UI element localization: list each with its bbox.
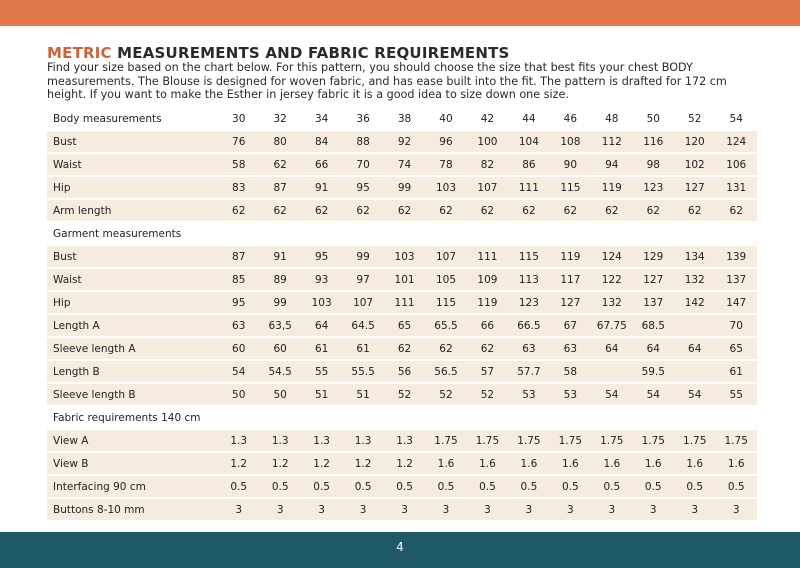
fabric-requirement-row-cell: 3 xyxy=(467,499,508,520)
empty-cell xyxy=(384,407,425,428)
garment-measurement-row-cell: 63 xyxy=(550,338,591,359)
garment-measurement-row xyxy=(47,246,757,267)
fabric-requirement-row-cell: 0.5 xyxy=(259,476,300,497)
fabric-requirement-row-label: Buttons 8-10 mm xyxy=(47,499,218,520)
garment-measurement-row-label: Hip xyxy=(47,292,218,313)
body-measurement-row-cell: 100 xyxy=(467,131,508,152)
intro-text: Find your size based on the chart below. For this pattern, you should choose the size that best fits your chest BODY measurements. The Blouse is designed for woven fabric, and has ease built into the fit. The pattern is drafted for 172 cm height. If you want to make the Esther in jersey fabric it is a good idea to size down one size. xyxy=(47,61,727,101)
fabric-requirement-row-cell: 0.5 xyxy=(508,476,549,497)
body-measurement-row xyxy=(47,177,757,198)
garment-measurement-row-cell: 70 xyxy=(715,315,757,336)
garment-measurement-row-cell: 137 xyxy=(715,269,757,290)
body-measurement-row-cell: 90 xyxy=(550,154,591,175)
garment-measurement-row-cell: 137 xyxy=(633,292,674,313)
fabric-section-heading xyxy=(47,407,757,428)
garment-measurement-row-cell: 127 xyxy=(633,269,674,290)
garment-measurement-row-cell: 107 xyxy=(425,246,466,267)
garment-measurement-row-cell xyxy=(674,361,715,382)
garment-measurement-row-label: Length B xyxy=(47,361,218,382)
body-measurement-row-cell: 62 xyxy=(674,200,715,221)
fabric-requirement-row-cell: 0.5 xyxy=(342,476,383,497)
fabric-requirement-row-cell: 0.5 xyxy=(550,476,591,497)
fabric-requirement-row-cell: 0.5 xyxy=(467,476,508,497)
body-measurement-row-label: Hip xyxy=(47,177,218,198)
garment-measurement-row xyxy=(47,315,757,336)
body-measurement-row-cell: 107 xyxy=(467,177,508,198)
garment-measurement-row xyxy=(47,292,757,313)
body-measurement-row xyxy=(47,154,757,175)
garment-measurement-row-cell: 64 xyxy=(301,315,342,336)
fabric-requirement-row-cell: 0.5 xyxy=(218,476,259,497)
fabric-requirement-row-cell: 1.75 xyxy=(467,430,508,451)
garment-measurement-row-cell: 124 xyxy=(591,246,632,267)
size-header-row xyxy=(47,108,757,129)
body-measurement-row-cell: 119 xyxy=(591,177,632,198)
fabric-requirement-row-cell: 1.6 xyxy=(550,453,591,474)
body-measurement-row-cell: 91 xyxy=(301,177,342,198)
fabric-requirement-row xyxy=(47,476,757,497)
empty-cell xyxy=(467,223,508,244)
empty-cell xyxy=(633,407,674,428)
garment-measurement-row-cell: 89 xyxy=(259,269,300,290)
body-measurement-row-cell: 70 xyxy=(342,154,383,175)
garment-measurement-row-cell: 54.5 xyxy=(259,361,300,382)
garment-measurement-row-cell: 99 xyxy=(259,292,300,313)
garment-measurement-row-cell: 95 xyxy=(218,292,259,313)
garment-measurement-row-cell: 85 xyxy=(218,269,259,290)
body-measurement-row-cell: 62 xyxy=(301,200,342,221)
garment-measurement-row-cell: 55.5 xyxy=(342,361,383,382)
fabric-requirement-row-cell: 1.75 xyxy=(633,430,674,451)
fabric-requirement-row-cell: 3 xyxy=(633,499,674,520)
garment-measurement-row-cell: 101 xyxy=(384,269,425,290)
garment-measurement-row-cell xyxy=(674,315,715,336)
garment-measurement-row-label: Sleeve length B xyxy=(47,384,218,405)
fabric-requirement-row-cell: 3 xyxy=(508,499,549,520)
fabric-requirement-row-label: View B xyxy=(47,453,218,474)
garment-measurement-row-cell: 97 xyxy=(342,269,383,290)
title-rest: MEASUREMENTS AND FABRIC REQUIREMENTS xyxy=(111,44,510,62)
body-measurement-row-cell: 124 xyxy=(715,131,757,152)
fabric-requirement-row-cell: 0.5 xyxy=(301,476,342,497)
garment-measurement-row-cell: 64.5 xyxy=(342,315,383,336)
fabric-requirement-row-cell: 1.2 xyxy=(218,453,259,474)
empty-cell xyxy=(715,407,757,428)
fabric-requirement-row-cell: 1.2 xyxy=(259,453,300,474)
garment-measurement-row-cell: 87 xyxy=(218,246,259,267)
empty-cell xyxy=(633,223,674,244)
garment-measurement-row-cell: 68.5 xyxy=(633,315,674,336)
fabric-requirement-row-cell: 1.6 xyxy=(467,453,508,474)
garment-measurement-row-cell: 55 xyxy=(715,384,757,405)
empty-cell xyxy=(591,223,632,244)
body-measurement-row-cell: 94 xyxy=(591,154,632,175)
garment-measurement-row-cell: 58 xyxy=(550,361,591,382)
fabric-requirement-row-cell: 1.2 xyxy=(342,453,383,474)
fabric-requirement-row-cell: 1.6 xyxy=(425,453,466,474)
fabric-requirement-row-cell: 0.5 xyxy=(591,476,632,497)
fabric-requirement-row-cell: 1.3 xyxy=(301,430,342,451)
body-measurement-row-cell: 78 xyxy=(425,154,466,175)
size-header-row-cell: 52 xyxy=(674,108,715,129)
empty-cell xyxy=(384,223,425,244)
garment-measurement-row-label: Length A xyxy=(47,315,218,336)
garment-measurement-row xyxy=(47,338,757,359)
empty-cell xyxy=(425,223,466,244)
size-header-row-cell: 50 xyxy=(633,108,674,129)
garment-measurement-row-cell: 119 xyxy=(467,292,508,313)
garment-measurement-row-cell: 60 xyxy=(218,338,259,359)
garment-measurement-row-cell: 53 xyxy=(550,384,591,405)
garment-measurement-row-cell: 117 xyxy=(550,269,591,290)
garment-measurement-row-label: Sleeve length A xyxy=(47,338,218,359)
garment-measurement-row-cell: 113 xyxy=(508,269,549,290)
empty-cell xyxy=(342,407,383,428)
fabric-requirement-row-cell: 3 xyxy=(384,499,425,520)
garment-measurement-row-cell: 56 xyxy=(384,361,425,382)
garment-measurement-row-cell: 123 xyxy=(508,292,549,313)
garment-measurement-row-cell: 67.75 xyxy=(591,315,632,336)
body-measurement-row-label: Waist xyxy=(47,154,218,175)
fabric-requirement-row-cell: 0.5 xyxy=(674,476,715,497)
body-measurement-row-cell: 96 xyxy=(425,131,466,152)
garment-measurement-row-cell: 62 xyxy=(425,338,466,359)
empty-cell xyxy=(550,223,591,244)
garment-measurement-row-cell: 63,5 xyxy=(259,315,300,336)
body-measurement-row-cell: 95 xyxy=(342,177,383,198)
garment-measurement-row-label: Bust xyxy=(47,246,218,267)
fabric-requirement-row-cell: 1.3 xyxy=(342,430,383,451)
body-measurement-row-cell: 92 xyxy=(384,131,425,152)
fabric-section-heading-label: Fabric requirements 140 cm xyxy=(47,407,218,428)
title-accent: METRIC xyxy=(47,44,112,62)
page-title xyxy=(47,44,510,62)
garment-measurement-row-cell: 127 xyxy=(550,292,591,313)
garment-measurement-row-cell: 91 xyxy=(259,246,300,267)
garment-measurement-row xyxy=(47,384,757,405)
body-measurement-row-label: Bust xyxy=(47,131,218,152)
fabric-requirement-row-cell: 0.5 xyxy=(633,476,674,497)
empty-cell xyxy=(674,223,715,244)
body-measurement-row-cell: 120 xyxy=(674,131,715,152)
empty-cell xyxy=(259,223,300,244)
size-chart-table xyxy=(47,106,757,522)
body-measurement-row-cell: 115 xyxy=(550,177,591,198)
garment-measurement-row xyxy=(47,361,757,382)
empty-cell xyxy=(715,223,757,244)
body-measurement-row-cell: 123 xyxy=(633,177,674,198)
fabric-requirement-row-cell: 0.5 xyxy=(384,476,425,497)
fabric-requirement-row-cell: 1.75 xyxy=(550,430,591,451)
garment-measurement-row-cell: 132 xyxy=(674,269,715,290)
body-measurement-row-cell: 131 xyxy=(715,177,757,198)
fabric-requirement-row-cell: 1.6 xyxy=(715,453,757,474)
empty-cell xyxy=(591,407,632,428)
body-measurement-row-cell: 103 xyxy=(425,177,466,198)
body-measurement-row-cell: 74 xyxy=(384,154,425,175)
size-header-row-cell: 42 xyxy=(467,108,508,129)
empty-cell xyxy=(342,223,383,244)
garment-measurement-row-cell: 99 xyxy=(342,246,383,267)
empty-cell xyxy=(425,407,466,428)
garment-measurement-row-cell: 57 xyxy=(467,361,508,382)
empty-cell xyxy=(674,407,715,428)
size-header-row-cell: 30 xyxy=(218,108,259,129)
garment-measurement-row-cell: 65 xyxy=(715,338,757,359)
body-measurement-row-cell: 99 xyxy=(384,177,425,198)
garment-measurement-row-cell: 65.5 xyxy=(425,315,466,336)
garment-measurement-row-cell: 52 xyxy=(384,384,425,405)
body-measurement-row-cell: 102 xyxy=(674,154,715,175)
fabric-requirement-row-cell: 3 xyxy=(218,499,259,520)
garment-measurement-row-cell: 122 xyxy=(591,269,632,290)
garment-measurement-row-cell: 134 xyxy=(674,246,715,267)
size-header-row-cell: 44 xyxy=(508,108,549,129)
empty-cell xyxy=(508,223,549,244)
garment-measurement-row-cell: 115 xyxy=(508,246,549,267)
body-measurement-row xyxy=(47,131,757,152)
size-header-row-cell: 34 xyxy=(301,108,342,129)
body-measurement-row-cell: 62 xyxy=(591,200,632,221)
garment-measurement-row-cell: 139 xyxy=(715,246,757,267)
page-number: 4 xyxy=(396,540,404,554)
size-header-row-cell: 48 xyxy=(591,108,632,129)
fabric-requirement-row-cell: 1.75 xyxy=(674,430,715,451)
garment-measurement-row-cell: 64 xyxy=(633,338,674,359)
fabric-requirement-row-cell: 3 xyxy=(301,499,342,520)
fabric-requirement-row-cell: 1.6 xyxy=(633,453,674,474)
garment-measurement-row-cell: 50 xyxy=(218,384,259,405)
garment-measurement-row-cell: 95 xyxy=(301,246,342,267)
body-measurement-row-cell: 111 xyxy=(508,177,549,198)
garment-measurement-row-cell: 65 xyxy=(384,315,425,336)
fabric-requirement-row-cell: 1.3 xyxy=(218,430,259,451)
empty-cell xyxy=(301,407,342,428)
fabric-requirement-row-cell: 3 xyxy=(715,499,757,520)
body-measurement-row-cell: 87 xyxy=(259,177,300,198)
garment-measurement-row-cell: 142 xyxy=(674,292,715,313)
fabric-requirement-row-cell: 3 xyxy=(259,499,300,520)
fabric-requirement-row-cell: 1.6 xyxy=(591,453,632,474)
garment-measurement-row-cell: 56.5 xyxy=(425,361,466,382)
garment-measurement-row-cell: 93 xyxy=(301,269,342,290)
body-measurement-row-cell: 62 xyxy=(467,200,508,221)
garment-measurement-row-cell: 63 xyxy=(508,338,549,359)
garment-measurement-row-cell: 55 xyxy=(301,361,342,382)
fabric-requirement-row-cell: 3 xyxy=(342,499,383,520)
garment-measurement-row-cell: 54 xyxy=(218,361,259,382)
fabric-requirement-row-label: Interfacing 90 cm xyxy=(47,476,218,497)
garment-measurement-row-cell: 57.7 xyxy=(508,361,549,382)
garment-measurement-row-cell: 103 xyxy=(384,246,425,267)
body-measurement-row-cell: 127 xyxy=(674,177,715,198)
garment-measurement-row-cell: 53 xyxy=(508,384,549,405)
garment-measurement-row-cell: 63 xyxy=(218,315,259,336)
fabric-requirement-row-cell: 0.5 xyxy=(715,476,757,497)
garment-measurement-row-cell: 111 xyxy=(384,292,425,313)
garment-measurement-row-cell: 66.5 xyxy=(508,315,549,336)
fabric-requirement-row-cell: 1.75 xyxy=(591,430,632,451)
fabric-requirement-row-cell: 3 xyxy=(425,499,466,520)
body-measurement-row-cell: 66 xyxy=(301,154,342,175)
fabric-requirement-row-cell: 1.75 xyxy=(425,430,466,451)
body-measurement-row-label: Arm length xyxy=(47,200,218,221)
body-measurement-row-cell: 106 xyxy=(715,154,757,175)
fabric-requirement-row-cell: 1.3 xyxy=(259,430,300,451)
garment-section-heading xyxy=(47,223,757,244)
size-header-row-cell: 40 xyxy=(425,108,466,129)
body-measurement-row-cell: 62 xyxy=(342,200,383,221)
body-measurement-row-cell: 104 xyxy=(508,131,549,152)
body-measurement-row-cell: 76 xyxy=(218,131,259,152)
body-measurement-row-cell: 86 xyxy=(508,154,549,175)
fabric-requirement-row-cell: 1.75 xyxy=(508,430,549,451)
garment-measurement-row-cell: 66 xyxy=(467,315,508,336)
garment-measurement-row-cell: 51 xyxy=(342,384,383,405)
garment-measurement-row-cell: 64 xyxy=(674,338,715,359)
empty-cell xyxy=(301,223,342,244)
size-header-row-cell: 36 xyxy=(342,108,383,129)
body-measurement-row xyxy=(47,200,757,221)
body-measurement-row-cell: 116 xyxy=(633,131,674,152)
garment-measurement-row-cell: 61 xyxy=(715,361,757,382)
garment-measurement-row-cell: 107 xyxy=(342,292,383,313)
garment-measurement-row-cell: 111 xyxy=(467,246,508,267)
body-measurement-row-cell: 62 xyxy=(715,200,757,221)
fabric-requirement-row xyxy=(47,430,757,451)
fabric-requirement-row-cell: 1.6 xyxy=(674,453,715,474)
garment-measurement-row-cell: 119 xyxy=(550,246,591,267)
body-measurement-row-cell: 84 xyxy=(301,131,342,152)
garment-measurement-row-cell: 115 xyxy=(425,292,466,313)
empty-cell xyxy=(508,407,549,428)
garment-measurement-row-cell: 64 xyxy=(591,338,632,359)
empty-cell xyxy=(218,407,259,428)
fabric-requirement-row-label: View A xyxy=(47,430,218,451)
body-measurement-row-cell: 108 xyxy=(550,131,591,152)
garment-measurement-row-cell: 105 xyxy=(425,269,466,290)
size-header-row-cell: 32 xyxy=(259,108,300,129)
fabric-requirement-row-cell: 1.6 xyxy=(508,453,549,474)
body-measurement-row-cell: 62 xyxy=(259,200,300,221)
garment-measurement-row-cell: 132 xyxy=(591,292,632,313)
body-measurement-row-cell: 58 xyxy=(218,154,259,175)
fabric-requirement-row-cell: 1.2 xyxy=(384,453,425,474)
garment-measurement-row-label: Waist xyxy=(47,269,218,290)
garment-measurement-row-cell: 62 xyxy=(467,338,508,359)
empty-cell xyxy=(550,407,591,428)
garment-measurement-row-cell: 54 xyxy=(633,384,674,405)
garment-measurement-row-cell: 62 xyxy=(384,338,425,359)
garment-measurement-row xyxy=(47,269,757,290)
size-header-row-cell: 54 xyxy=(715,108,757,129)
fabric-requirement-row-cell: 3 xyxy=(550,499,591,520)
garment-measurement-row-cell: 103 xyxy=(301,292,342,313)
garment-measurement-row-cell: 54 xyxy=(674,384,715,405)
garment-section-heading-label: Garment measurements xyxy=(47,223,218,244)
empty-cell xyxy=(467,407,508,428)
garment-measurement-row-cell: 67 xyxy=(550,315,591,336)
body-measurement-row-cell: 62 xyxy=(633,200,674,221)
fabric-requirement-row-cell: 3 xyxy=(674,499,715,520)
body-measurement-row-cell: 80 xyxy=(259,131,300,152)
body-measurement-row-cell: 82 xyxy=(467,154,508,175)
body-measurement-row-cell: 62 xyxy=(550,200,591,221)
body-measurement-row-cell: 83 xyxy=(218,177,259,198)
fabric-requirement-row xyxy=(47,453,757,474)
garment-measurement-row-cell: 61 xyxy=(342,338,383,359)
fabric-requirement-row-cell: 1.3 xyxy=(384,430,425,451)
top-banner xyxy=(0,0,800,26)
garment-measurement-row-cell: 109 xyxy=(467,269,508,290)
garment-measurement-row-cell: 60 xyxy=(259,338,300,359)
body-measurement-row-cell: 98 xyxy=(633,154,674,175)
size-header-row-label: Body measurements xyxy=(47,108,218,129)
garment-measurement-row-cell: 54 xyxy=(591,384,632,405)
garment-measurement-row-cell: 59.5 xyxy=(633,361,674,382)
empty-cell xyxy=(259,407,300,428)
body-measurement-row-cell: 62 xyxy=(259,154,300,175)
garment-measurement-row-cell xyxy=(591,361,632,382)
body-measurement-row-cell: 62 xyxy=(218,200,259,221)
garment-measurement-row-cell: 129 xyxy=(633,246,674,267)
body-measurement-row-cell: 62 xyxy=(425,200,466,221)
size-header-row-cell: 46 xyxy=(550,108,591,129)
fabric-requirement-row xyxy=(47,499,757,520)
fabric-requirement-row-cell: 1.2 xyxy=(301,453,342,474)
body-measurement-row-cell: 112 xyxy=(591,131,632,152)
garment-measurement-row-cell: 50 xyxy=(259,384,300,405)
body-measurement-row-cell: 62 xyxy=(508,200,549,221)
garment-measurement-row-cell: 61 xyxy=(301,338,342,359)
size-header-row-cell: 38 xyxy=(384,108,425,129)
garment-measurement-row-cell: 51 xyxy=(301,384,342,405)
garment-measurement-row-cell: 147 xyxy=(715,292,757,313)
garment-measurement-row-cell: 52 xyxy=(425,384,466,405)
garment-measurement-row-cell: 52 xyxy=(467,384,508,405)
body-measurement-row-cell: 62 xyxy=(384,200,425,221)
empty-cell xyxy=(218,223,259,244)
fabric-requirement-row-cell: 3 xyxy=(591,499,632,520)
fabric-requirement-row-cell: 0.5 xyxy=(425,476,466,497)
body-measurement-row-cell: 88 xyxy=(342,131,383,152)
fabric-requirement-row-cell: 1.75 xyxy=(715,430,757,451)
